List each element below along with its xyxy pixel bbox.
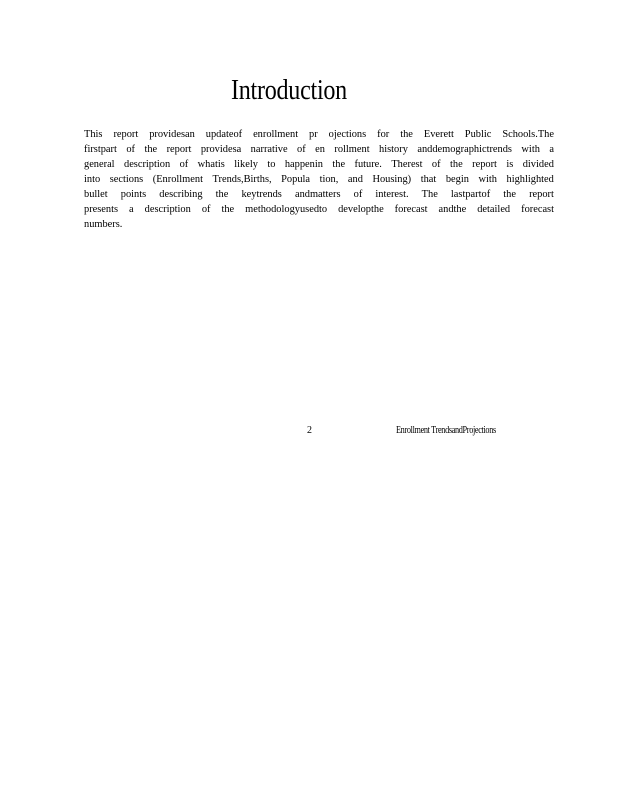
paragraph-word: Schools.The (502, 129, 554, 140)
paragraph-word: whatis (197, 159, 225, 170)
paragraph-word: andmatters (294, 189, 341, 200)
paragraph-word: Housing) (372, 174, 412, 185)
paragraph-word: interest. (375, 189, 409, 200)
paragraph-word: for (377, 129, 390, 140)
paragraph-word: likely (234, 159, 258, 170)
paragraph-word: report (472, 159, 497, 170)
paragraph-word: of (353, 189, 363, 200)
paragraph-word: updateof (205, 129, 243, 140)
paragraph-line (84, 202, 554, 217)
paragraph-word: rollment (334, 144, 370, 155)
paragraph-word: begin (445, 174, 469, 185)
paragraph-word: forecast (394, 204, 428, 215)
paragraph-word: the (221, 204, 235, 215)
paragraph-word: description (144, 204, 191, 215)
paragraph-line (84, 187, 554, 202)
paragraph-word: to (267, 159, 276, 170)
page-number: 2 (307, 425, 312, 436)
paragraph-line (84, 217, 554, 232)
paragraph-line (84, 172, 554, 187)
paragraph-word: with (521, 144, 540, 155)
paragraph-word: report (529, 189, 554, 200)
paragraph-word: a (129, 204, 134, 215)
paragraph-word: and (347, 174, 363, 185)
paragraph-word: providesan (149, 129, 195, 140)
paragraph-word: tion, (319, 174, 339, 185)
paragraph-word: describing (159, 189, 203, 200)
paragraph-word: en (315, 144, 325, 155)
paragraph-word: divided (522, 159, 554, 170)
paragraph-word: forecast (521, 204, 554, 215)
paragraph-word: andthe (438, 204, 467, 215)
paragraph-word: the (144, 144, 158, 155)
paragraph-word: points (120, 189, 147, 200)
paragraph-word: sections (109, 174, 144, 185)
paragraph-word: with (478, 174, 497, 185)
paragraph-word: enrollment (253, 129, 299, 140)
paragraph-word: of (126, 144, 135, 155)
paragraph-word: presents (84, 204, 119, 215)
paragraph-word: of (297, 144, 306, 155)
paragraph-word: of (201, 204, 211, 215)
paragraph-word: (Enrollment (152, 174, 203, 185)
paragraph-word: into (84, 174, 101, 185)
paragraph-word: This (84, 129, 103, 140)
paragraph-word: Therest (391, 159, 423, 170)
paragraph-word: of (431, 159, 441, 170)
paragraph-line (84, 157, 554, 172)
paragraph-word: methodologyusedto (245, 204, 328, 215)
running-footer-title: Enrollment TrendsandProjections (396, 425, 496, 436)
paragraph-word: numbers. (84, 219, 123, 230)
paragraph-word: the (400, 129, 413, 140)
paragraph-word: is (506, 159, 514, 170)
paragraph-word: history (379, 144, 408, 155)
paragraph-word: the (450, 159, 463, 170)
paragraph-word: narrative (250, 144, 288, 155)
paragraph-word: The (421, 189, 438, 200)
intro-paragraph (84, 127, 554, 232)
paragraph-word: the (332, 159, 346, 170)
paragraph-word: general (84, 159, 115, 170)
paragraph-word: future. (354, 159, 382, 170)
paragraph-word: that (420, 174, 437, 185)
paragraph-word: a (549, 144, 554, 155)
paragraph-word: detailed (477, 204, 511, 215)
paragraph-word: highlighted (506, 174, 554, 185)
paragraph-word: Popula (281, 174, 311, 185)
paragraph-line (84, 142, 554, 157)
paragraph-word: happenin (284, 159, 323, 170)
paragraph-word: report (113, 129, 139, 140)
paragraph-word: firstpart (84, 144, 117, 155)
paragraph-word: Public (464, 129, 492, 140)
paragraph-word: the (215, 189, 229, 200)
paragraph-word: pr (309, 129, 318, 140)
paragraph-word: keytrends (241, 189, 282, 200)
paragraph-line (84, 127, 554, 142)
paragraph-word: report (166, 144, 192, 155)
paragraph-word: lastpartof (450, 189, 491, 200)
paragraph-word: Trends,Births, (212, 174, 272, 185)
paragraph-word: developthe (338, 204, 384, 215)
paragraph-word: Everett (423, 129, 454, 140)
paragraph-word: description (124, 159, 171, 170)
paragraph-word: the (503, 189, 516, 200)
paragraph-word: of (179, 159, 189, 170)
paragraph-word: anddemographictrends (417, 144, 512, 155)
page-title: Introduction (231, 75, 347, 106)
paragraph-word: providesa (200, 144, 242, 155)
paragraph-word: ojections (328, 129, 367, 140)
paragraph-word: bullet (84, 189, 108, 200)
